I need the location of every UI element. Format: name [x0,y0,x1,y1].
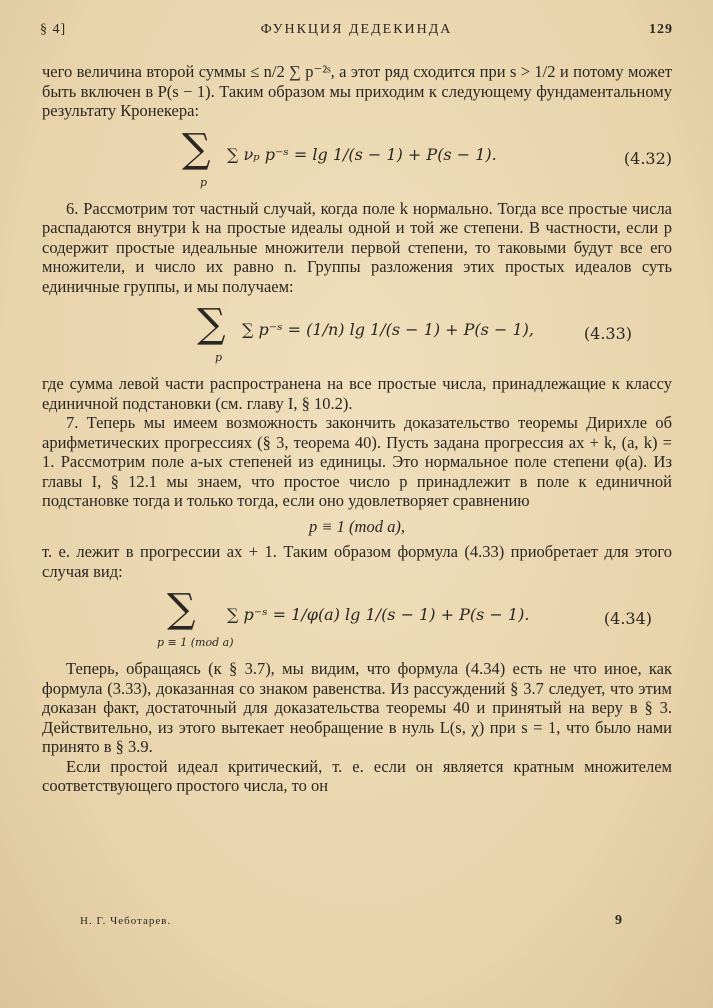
formula-4-34 [42,586,672,651]
equation-number: (4.33) [583,324,632,343]
section-ref: § 4] [40,22,67,37]
sheet-number: 9 [615,913,623,928]
paragraph: т. е. лежит в прогрессии ax + 1. Таким образом формула (4.33) приобретает для этого случая вид: [42,542,672,581]
equation-number: (4.32) [623,148,672,168]
paragraph: где сумма левой части распространена на все простые числа, принадлежащие к классу единичной подстановки (см. главу I, § 10.2). [42,374,672,413]
sum-sign: ∑ [197,301,226,347]
paragraph: 7. Теперь мы имеем возможность закончить доказательство теоремы Дирихле об арифметических прогрессиях (§ 3, теорема 40). Пусть задана прогрессия ax + k, (a, k) = 1. Рассмотрим поле a-ых степеней из единицы. Это нормальное поле степени φ(a). Из главы I, § 12.1 мы знаем, что простое число p принадлежит в поле к единичной подстановке тогда и только тогда, если оно удовлетворяет сравнению [42,413,672,510]
formula-expression: ∑ p⁻ˢ = 1/φ(a) lg 1/(s − 1) + P(s − 1). [227,605,530,624]
paragraph: чего величина второй суммы ≤ n/2 ∑ p⁻²ˢ, а этот ряд сходится при s > 1/2 и потому может быть включен в P(s − 1). Таким образом мы приходим к следующему фундаментальному результату Кронекера: [42,62,672,120]
sum-index: p [215,351,223,364]
author-signature: Н. Г. Чеботарев. [80,915,172,927]
formula-4-33 [42,301,672,366]
paragraph: Теперь, обращаясь (к § 3.7), мы видим, что формула (4.34) есть не что иное, как формула (3.33), доказанная со знаком равенства. Из рассуждений § 3.7 следует, что этим доказан факт, достаточный для доказательства теоремы 40 и принятый на веру в § 3. Действительно, из этого вытекает необращение в нуль L(s, χ) при s = 1, что было нами принято в § 3.9. [42,659,672,756]
sum-index: p ≡ 1 (mod a) [157,636,234,649]
sum-index: p [200,175,208,189]
sum-sign: ∑ [167,586,196,632]
running-header [40,22,673,44]
chapter-title: ФУНКЦИЯ ДЕДЕКИНДА [260,22,453,37]
formula-4-32 [42,125,672,191]
page-footer [80,915,623,935]
formula-expression: ∑ νₚ p⁻ˢ = lg 1/(s − 1) + P(s − 1). [227,144,497,164]
sum-sign: ∑ [182,125,211,172]
paragraph: 6. Рассмотрим тот частный случай, когда поле k нормально. Тогда все простые числа распадаются внутри k на простые идеалы одной и той же степени. В частности, если p содержит простые идеальные множители первой степени, то таковыми будут все его множители, и число их равно n. Группы разложения этих простых идеалов суть единичные группы, и мы получаем: [42,198,672,296]
page-number: 129 [649,22,673,37]
formula-expression: ∑ p⁻ˢ = (1/n) lg 1/(s − 1) + P(s − 1), [242,320,534,339]
congruence: p ≡ 1 (mod a), [309,516,405,536]
text-body [42,62,672,796]
equation-number: (4.34) [603,609,652,628]
paragraph: Если простой идеал критический, т. е. если он является кратным множителем соответствующего простого числа, то он [42,756,672,795]
